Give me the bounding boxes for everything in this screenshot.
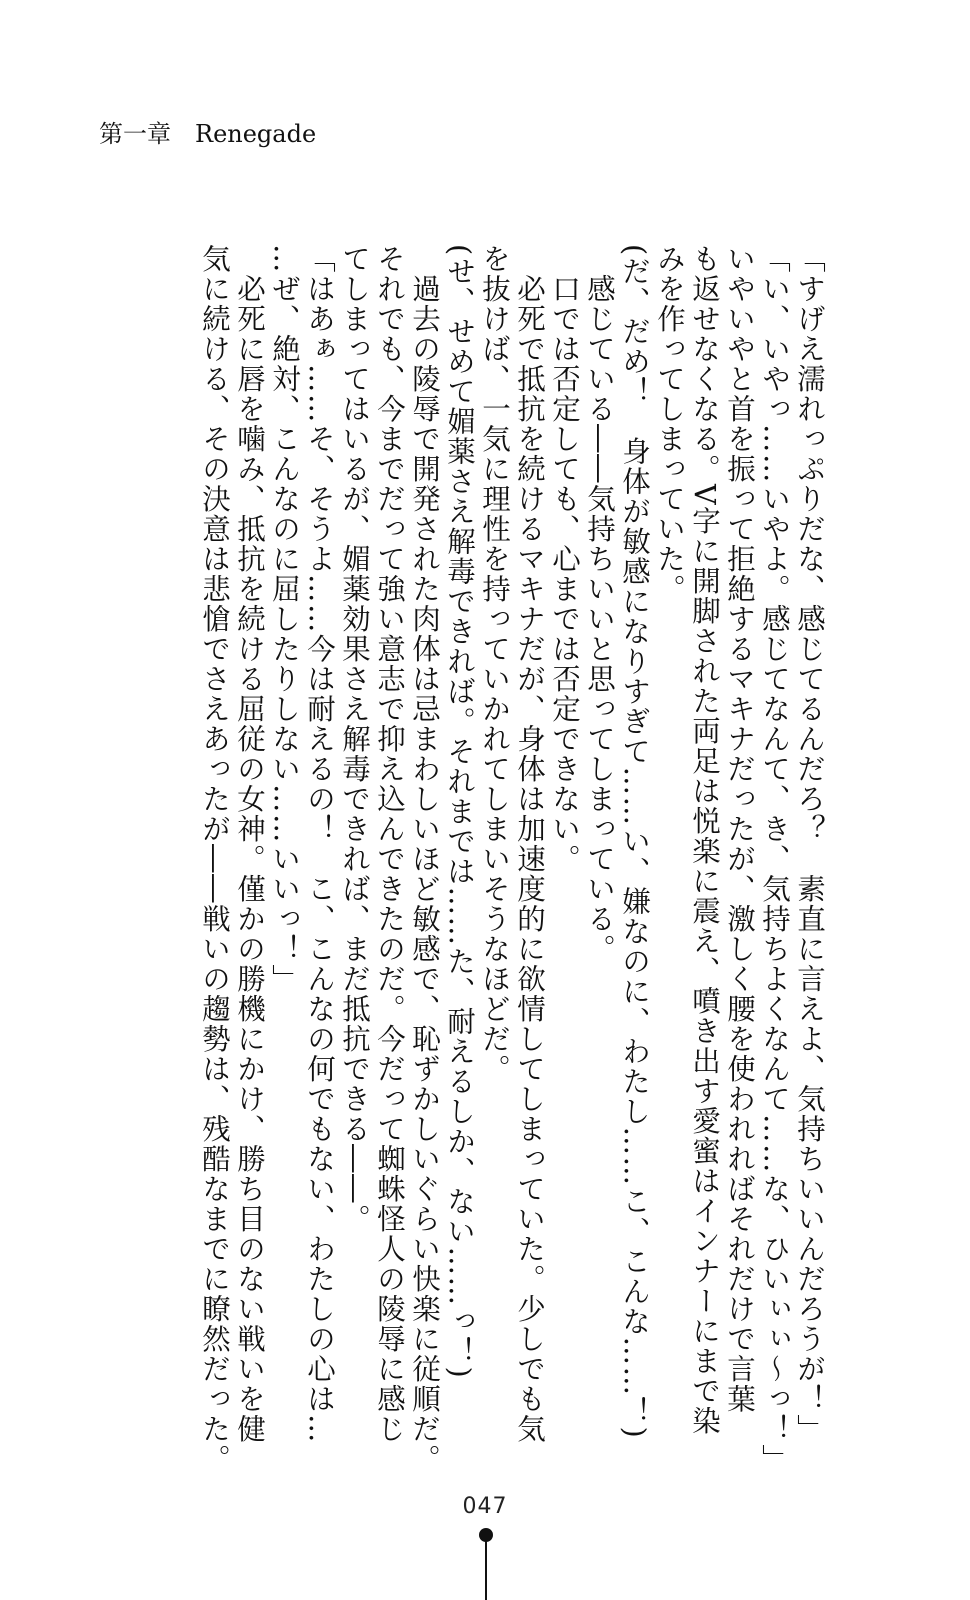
page-number: 047 — [462, 1494, 508, 1519]
text-column: 感じている――気持ちいいと思ってしまっている。 — [583, 244, 616, 964]
text-column: 「い、いやっ……いやよ。感じてなんて、き、気持ちよくなんて……な、ひいぃぃ〜っ！」 — [758, 244, 791, 1474]
text-column: 「すげえ濡れっぷりだな、感じてるんだろ？ 素直に言えよ、気持ちいいんだろうが！」 — [793, 244, 826, 1444]
chapter-label: 第一章 — [99, 120, 171, 148]
text-column: を抜けば、一気に理性を持っていかれてしまいそうなほどだ。 — [478, 244, 511, 1084]
text-column: 気に続ける、その決意は悲愴でさえあったが――戦いの趨勢は、残酷なまでに瞭然だった。 — [198, 244, 231, 1474]
text-column: …ぜ、絶対、こんなのに屈したりしない……いいっ！」 — [268, 244, 301, 994]
text-column: 過去の陵辱で開発された肉体は忌まわしいほど敏感で、恥ずかしいぐらい快楽に従順だ。 — [408, 244, 441, 1474]
text-column: 口では否定しても、心までは否定できない。 — [548, 244, 581, 874]
text-column: 「はあぁ……そ、そうよ……今は耐えるの！ こ、こんなの何でもない、わたしの心は… — [303, 244, 336, 1444]
vertical-body-text — [0, 244, 970, 1474]
running-header — [99, 114, 316, 149]
page-marker-line — [485, 1540, 487, 1600]
text-column: (だ、だめ！ 身体が敏感になりすぎて……い、嫌なのに、わたし……こ、こんな……！) — [618, 244, 651, 1440]
text-column: いやいやと首を振って拒絶するマキナだったが、激しく腰を使われればそれだけで言葉 — [723, 244, 756, 1414]
text-column: てしまってはいるが、媚薬効果さえ解毒できれば、まだ抵抗できる――。 — [338, 244, 371, 1234]
text-column: みを作ってしまっていた。 — [653, 244, 686, 604]
text-column: 必死で抵抗を続けるマキナだが、身体は加速度的に欲情してしまっていた。少しでも気 — [513, 244, 546, 1444]
chapter-title: Renegade — [195, 120, 317, 148]
text-column: も返せなくなる。V字に開脚された両足は悦楽に震え、噴き出す愛蜜はインナーにまで染 — [688, 244, 721, 1437]
text-column: 必死に唇を噛み、抵抗を続ける屈従の女神。僅かの勝機にかけ、勝ち目のない戦いを健 — [233, 244, 266, 1444]
text-column: それでも、今までだって強い意志で抑え込んできたのだ。今だって蜘蛛怪人の陵辱に感じ — [373, 244, 406, 1444]
text-column: (せ、せめて媚薬さえ解毒できれば。それまでは……た、耐えるしか、ない……っ！) — [443, 244, 476, 1380]
